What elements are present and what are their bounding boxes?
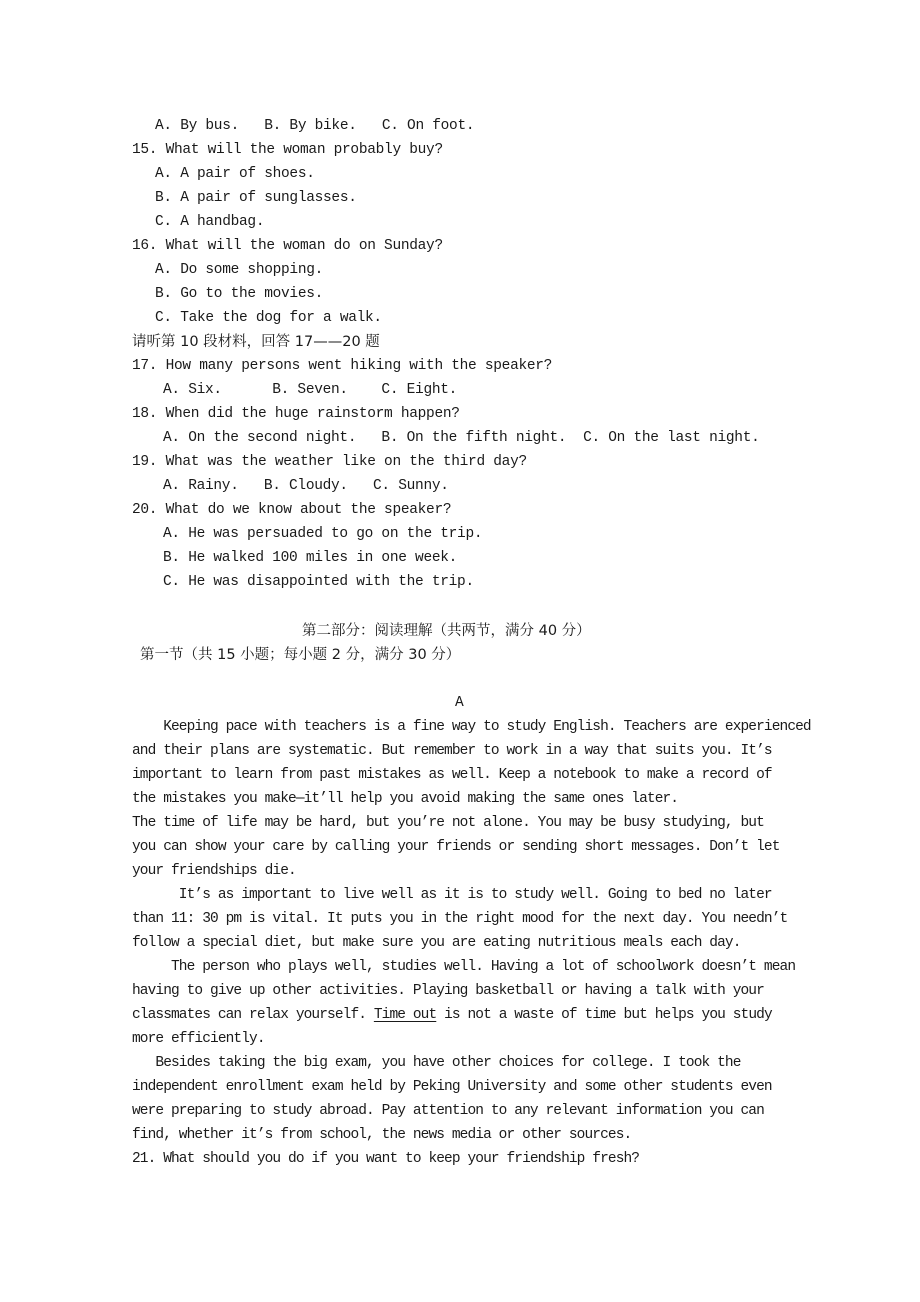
- q15-question: 15. What will the woman probably buy?: [132, 142, 443, 158]
- q19-options: A. Rainy. B. Cloudy. C. Sunny.: [163, 478, 449, 494]
- passage-line: and their plans are systematic. But remember to work in a way that suits you. It’s: [132, 743, 772, 759]
- passage-line: you can show your care by calling your friends or sending short messages. Don’t let: [132, 839, 780, 855]
- passage-line: were preparing to study abroad. Pay attention to any relevant information you can: [132, 1103, 764, 1119]
- q17-question: 17. How many persons went hiking with the speaker?: [132, 358, 553, 374]
- q16-option-c: C. Take the dog for a walk.: [155, 310, 382, 326]
- q20-option-c: C. He was disappointed with the trip.: [163, 574, 474, 590]
- underlined-phrase: Time out: [373, 1007, 437, 1023]
- passage-line: the mistakes you make—it’ll help you avoid making the same ones later.: [132, 791, 679, 807]
- q17-options: A. Six. B. Seven. C. Eight.: [163, 382, 458, 398]
- passage-line: follow a special diet, but make sure you are eating nutritious meals each day.: [132, 935, 741, 951]
- passage-line-with-underline: [132, 1006, 772, 1024]
- q20-option-b: B. He walked 100 miles in one week.: [163, 550, 458, 566]
- passage-line: Keeping pace with teachers is a fine way to study English. Teachers are experienced: [132, 719, 811, 735]
- q15-option-b: B. A pair of sunglasses.: [155, 190, 357, 206]
- q18-question: 18. When did the huge rainstorm happen?: [132, 406, 460, 422]
- q19-question: 19. What was the weather like on the third day?: [132, 454, 527, 470]
- section-title: 第一节（共 15 小题；每小题 2 分，满分 30 分）: [140, 647, 461, 663]
- q20-option-a: A. He was persuaded to go on the trip.: [163, 526, 483, 542]
- passage-line: independent enrollment exam held by Peking University and some other students even: [132, 1079, 772, 1095]
- q18-options: A. On the second night. B. On the fifth night. C. On the last night.: [163, 430, 760, 446]
- passage-line: The time of life may be hard, but you’re not alone. You may be busy studying, but: [132, 815, 764, 831]
- q15-option-a: A. A pair of shoes.: [155, 166, 315, 182]
- passage-line: important to learn from past mistakes as well. Keep a notebook to make a record of: [132, 767, 772, 783]
- section10-instruction: 请听第 10 段材料，回答 17——20 题: [132, 334, 380, 350]
- passage-label: A: [455, 695, 464, 711]
- passage-line: than 11: 30 pm is vital. It puts you in the right mood for the next day. You needn’t: [132, 911, 788, 927]
- q15-option-c: C. A handbag.: [155, 214, 265, 230]
- passage-line: your friendships die.: [132, 863, 296, 879]
- q20-question: 20. What do we know about the speaker?: [132, 502, 452, 518]
- passage-line: more efficiently.: [132, 1031, 265, 1047]
- q16-option-a: A. Do some shopping.: [155, 262, 324, 278]
- passage-text: classmates can relax yourself.: [132, 1007, 367, 1023]
- passage-line: find, whether it’s from school, the news media or other sources.: [132, 1127, 632, 1143]
- q16-question: 16. What will the woman do on Sunday?: [132, 238, 443, 254]
- passage-line: having to give up other activities. Playing basketball or having a talk with your: [132, 983, 764, 999]
- q16-option-b: B. Go to the movies.: [155, 286, 324, 302]
- q14-options: A. By bus. B. By bike. C. On foot.: [155, 118, 475, 134]
- part-title: 第二部分：阅读理解（共两节，满分 40 分）: [302, 623, 591, 639]
- passage-line: The person who plays well, studies well. Having a lot of schoolwork doesn’t mean: [132, 959, 796, 975]
- q21-question: 21. What should you do if you want to keep your friendship fresh?: [132, 1151, 640, 1167]
- passage-line: It’s as important to live well as it is to study well. Going to bed no later: [132, 887, 772, 903]
- passage-line: Besides taking the big exam, you have other choices for college. I took the: [132, 1055, 741, 1071]
- passage-text: is not a waste of time but helps you study: [436, 1007, 772, 1023]
